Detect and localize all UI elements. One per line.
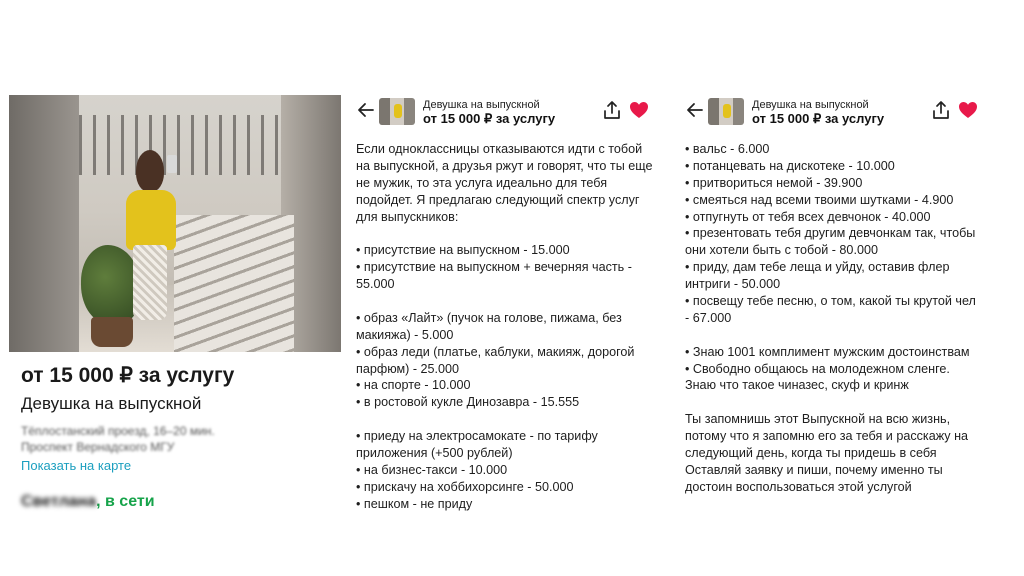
message-line: они хотели быть с тобой - 80.000 bbox=[685, 243, 878, 258]
message-line: • на бизнес-такси - 10.000 bbox=[356, 462, 508, 477]
listing-address-line-1: Тёплостанский проезд, 16–20 мин. bbox=[21, 424, 215, 438]
message-line: интриги - 50.000 bbox=[685, 277, 781, 292]
message-text-2 bbox=[685, 141, 986, 496]
message-line: потому что я запомню его за тебя и расскажу на bbox=[685, 429, 969, 444]
message-line: Ты запомнишь этот Выпускной на всю жизнь, bbox=[685, 412, 951, 427]
message-line: следующий день, когда ты придешь в себя bbox=[685, 446, 937, 461]
show-on-map-link[interactable]: Показать на карте bbox=[21, 458, 132, 473]
message-line: макияжа) - 5.000 bbox=[356, 327, 454, 342]
message-line: • присутствие на выпускном + вечерняя часть - bbox=[356, 260, 632, 275]
message-line: • на спорте - 10.000 bbox=[356, 378, 471, 393]
message-screen-1 bbox=[345, 95, 663, 525]
message-line: • прискачу на хоббихорсинге - 50.000 bbox=[356, 479, 574, 494]
seller-online-status: , в сети bbox=[96, 493, 155, 510]
share-icon[interactable] bbox=[932, 100, 950, 120]
message-line: 55.000 bbox=[356, 277, 395, 292]
listing-address-line-2: Проспект Вернадского МГУ bbox=[21, 440, 175, 454]
line-gap bbox=[685, 327, 986, 344]
message-line: • пешком - не приду bbox=[356, 496, 473, 511]
seller-info[interactable] bbox=[21, 493, 155, 511]
message-line: • образ «Лайт» (пучок на голове, пижама, без bbox=[356, 310, 622, 325]
listing-price: от 15 000 ₽ за услугу bbox=[21, 364, 235, 387]
message-line: парфюм) - 25.000 bbox=[356, 361, 460, 376]
message-line: • приду, дам тебе леща и уйду, оставив флер bbox=[685, 260, 950, 275]
message-line: • посвещу тебе песню, о том, какой ты крутой чел bbox=[685, 294, 976, 309]
chat-header bbox=[345, 95, 663, 131]
ad-price: от 15 000 ₽ за услугу bbox=[752, 111, 885, 126]
message-line: Если одноклассницы отказываются идти с тобой bbox=[356, 142, 643, 156]
listing-title: Девушка на выпускной bbox=[21, 394, 202, 413]
message-line: • вальс - 6.000 bbox=[685, 142, 770, 156]
message-line: • презентовать тебя другим девчонкам так, чтобы bbox=[685, 226, 976, 241]
message-line: подойдет. Я предлагаю следующий спектр услуг bbox=[356, 192, 640, 207]
message-line: на выпускной, а друзья ржут и говорят, что ты еще bbox=[356, 158, 653, 173]
message-line: • потанцевать на дискотеке - 10.000 bbox=[685, 158, 895, 173]
photo-figure-top bbox=[126, 190, 176, 250]
message-line: • Свободно общаюсь на молодежном сленге. bbox=[685, 361, 950, 376]
chat-header bbox=[674, 95, 992, 131]
photo-phone bbox=[167, 155, 177, 173]
ad-thumbnail[interactable] bbox=[708, 98, 744, 125]
listing-card bbox=[9, 95, 341, 525]
message-line: не мужик, то эта услуга идеально для тебя bbox=[356, 175, 608, 190]
message-line: • приеду на электросамокате - по тарифу bbox=[356, 429, 598, 444]
message-line: Знаю что такое чиназес, скуф и кринж bbox=[685, 378, 909, 393]
message-line: • отпугнуть от тебя всех девчонок - 40.000 bbox=[685, 209, 931, 224]
message-line: • притвориться немой - 39.900 bbox=[685, 175, 863, 190]
photo-wall-left bbox=[9, 95, 79, 352]
back-arrow-icon[interactable] bbox=[357, 101, 377, 121]
message-line: - 67.000 bbox=[685, 310, 732, 325]
message-line: • образ леди (платье, каблуки, макияж, дорогой bbox=[356, 344, 635, 359]
ad-price: от 15 000 ₽ за услугу bbox=[423, 111, 556, 126]
photo-plant bbox=[81, 245, 141, 325]
message-text-1 bbox=[356, 141, 657, 513]
message-line: • в ростовой кукле Динозавра - 15.555 bbox=[356, 395, 580, 410]
message-line: • смеяться над всеми твоими шутками - 4.900 bbox=[685, 192, 954, 207]
photo-stairs bbox=[174, 215, 294, 352]
back-arrow-icon[interactable] bbox=[686, 101, 706, 121]
message-line: достоин воспользоваться этой услугой bbox=[685, 479, 912, 494]
message-line: для выпускников: bbox=[356, 209, 459, 224]
line-gap bbox=[356, 225, 657, 242]
ad-thumbnail[interactable] bbox=[379, 98, 415, 125]
message-line: Оставляй заявку и пиши, почему именно ты bbox=[685, 462, 943, 477]
photo-pot bbox=[91, 317, 133, 347]
photo-figure-skirt bbox=[133, 245, 167, 320]
ad-name: Девушка на выпускной bbox=[752, 99, 869, 111]
message-line: приложения (+500 рублей) bbox=[356, 446, 513, 461]
heart-icon[interactable] bbox=[958, 101, 978, 119]
line-gap bbox=[356, 293, 657, 310]
heart-icon[interactable] bbox=[629, 101, 649, 119]
photo-railing bbox=[79, 115, 279, 175]
ad-name: Девушка на выпускной bbox=[423, 99, 540, 111]
message-line: • Знаю 1001 комплимент мужским достоинствам bbox=[685, 344, 970, 359]
seller-name: Светлана bbox=[21, 493, 97, 510]
line-gap bbox=[685, 394, 986, 411]
message-line: • присутствие на выпускном - 15.000 bbox=[356, 243, 570, 258]
photo-figure-head bbox=[136, 150, 164, 192]
message-screen-2 bbox=[674, 95, 992, 525]
listing-photo[interactable] bbox=[9, 95, 341, 352]
line-gap bbox=[356, 411, 657, 428]
share-icon[interactable] bbox=[603, 100, 621, 120]
